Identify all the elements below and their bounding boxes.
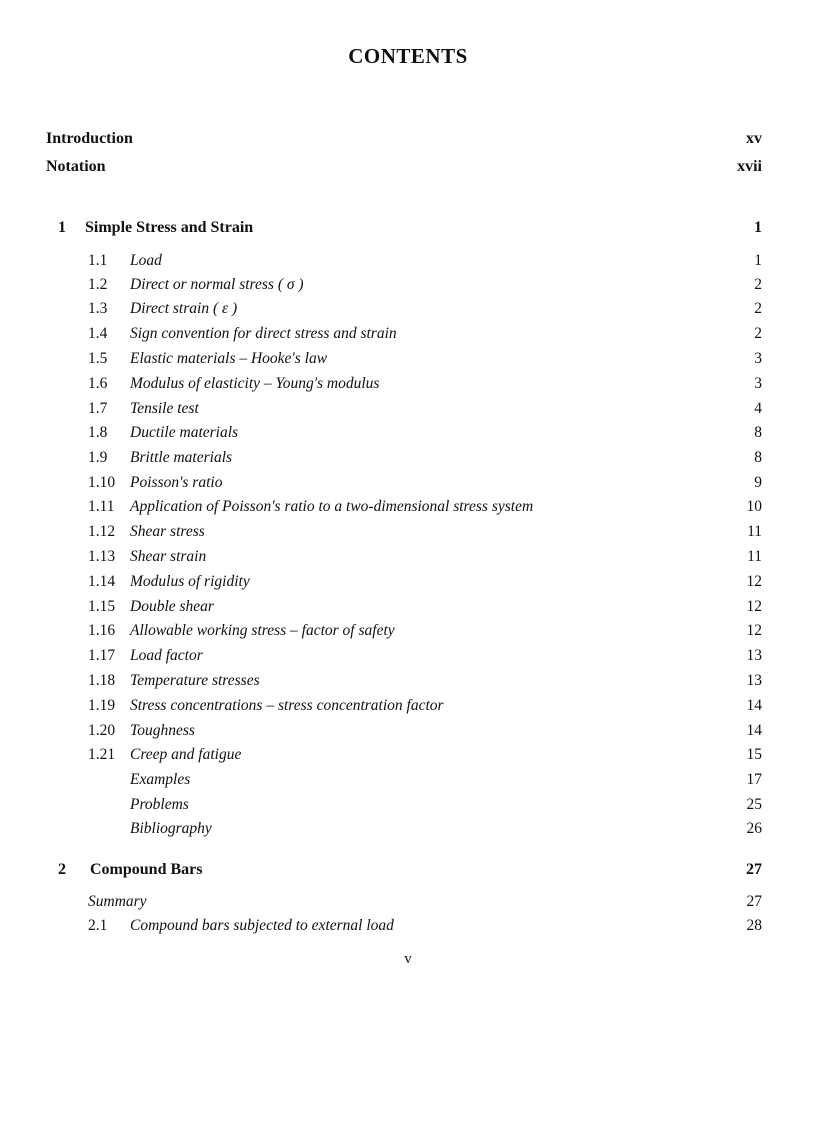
toc-entry-page: 11 — [747, 548, 762, 565]
toc-entry-page: 25 — [746, 796, 762, 813]
toc-entry-label: Sign convention for direct stress and strain — [130, 325, 397, 342]
toc-entry-number: 1.17 — [88, 647, 116, 664]
toc-chapter-title: Compound Bars — [90, 861, 203, 878]
toc-entry-label: Modulus of elasticity – Young's modulus — [130, 375, 380, 392]
toc-chapter-title: Simple Stress and Strain — [85, 219, 254, 236]
toc-entry-label: Tensile test — [130, 400, 199, 417]
toc-entry-label: Shear stress — [130, 523, 205, 540]
toc-entry-page: 28 — [746, 917, 762, 934]
toc-chapter-page: 27 — [746, 861, 762, 878]
toc-entry-page: 12 — [746, 598, 762, 615]
toc-entry-page: 2 — [754, 276, 762, 293]
toc-entry-page: 12 — [746, 622, 762, 639]
toc-front-label: Introduction — [46, 130, 133, 147]
toc-entry-page: 4 — [754, 400, 762, 417]
toc-entry-number: 1.19 — [88, 697, 116, 714]
toc-entry-label: Elastic materials – Hooke's law — [130, 350, 328, 367]
toc-entry-page: 14 — [746, 722, 762, 739]
toc-entry-label: Application of Poisson's ratio to a two-dimensional stress system — [130, 498, 534, 515]
toc-entry-page: 27 — [746, 893, 762, 910]
toc-entry-number: 1.1 — [88, 252, 108, 269]
toc-entry-label: Ductile materials — [130, 424, 239, 441]
toc-entry-label: Direct strain ( ε ) — [130, 300, 238, 317]
toc-entry-number: 1.4 — [88, 325, 108, 342]
toc-entry-page: 17 — [746, 771, 762, 788]
toc-entry-page: 9 — [754, 474, 762, 491]
toc-entry-label: Problems — [130, 796, 189, 813]
toc-entry-number: 1.3 — [88, 300, 108, 317]
toc-entry-number: 1.5 — [88, 350, 108, 367]
toc-entry-page: 14 — [746, 697, 762, 714]
page-number: v — [404, 951, 412, 967]
toc-entry-page: 10 — [746, 498, 762, 515]
toc-entry-page: 12 — [746, 573, 762, 590]
toc-entry-label: Brittle materials — [130, 449, 233, 466]
toc-chapter-number: 1 — [58, 219, 66, 236]
toc-front-label: Notation — [46, 158, 106, 175]
toc-entry-page: 1 — [754, 252, 762, 269]
toc-entry-label: Load — [130, 252, 162, 269]
toc-entry-number: 1.6 — [88, 375, 108, 392]
toc-chapter-number: 2 — [58, 861, 66, 878]
toc-entry-page: 13 — [746, 672, 762, 689]
toc-entry-number: 1.12 — [88, 523, 116, 540]
toc-entry-page: 11 — [747, 523, 762, 540]
toc-entry-label: Bibliography — [130, 820, 212, 837]
toc-entry-number: 1.10 — [88, 474, 116, 491]
toc-entry-label: Modulus of rigidity — [130, 573, 250, 590]
toc-entry-label: Direct or normal stress ( σ ) — [130, 276, 304, 293]
toc-entry-label: Shear strain — [130, 548, 207, 565]
toc-entry-label: Creep and fatigue — [130, 746, 242, 763]
toc-entry-label: Toughness — [130, 722, 195, 739]
toc-entry-label: Stress concentrations – stress concentration factor — [130, 697, 444, 714]
toc-entry-number: 1.18 — [88, 672, 116, 689]
toc-entry-number: 1.16 — [88, 622, 116, 639]
toc-entry-label: Summary — [88, 893, 147, 910]
toc-entry-label: Allowable working stress – factor of safety — [130, 622, 395, 639]
toc-entry-page: 3 — [754, 350, 762, 367]
toc-entry-label: Compound bars subjected to external load — [130, 917, 394, 934]
toc-entry-page: 26 — [746, 820, 762, 837]
page-title: CONTENTS — [348, 44, 468, 68]
toc-entry-number: 1.14 — [88, 573, 116, 590]
toc-entry-page: 8 — [754, 449, 762, 466]
toc-entry-number: 1.20 — [88, 722, 116, 739]
toc-entry-number: 1.7 — [88, 400, 108, 417]
toc-entry-page: 13 — [746, 647, 762, 664]
toc-entry-number: 1.15 — [88, 598, 116, 615]
toc-entry-label: Poisson's ratio — [130, 474, 223, 491]
toc-entry-page: 3 — [754, 375, 762, 392]
toc-entry-label: Temperature stresses — [130, 672, 260, 689]
toc-front-page: xvii — [737, 158, 762, 175]
toc-entry-number: 1.8 — [88, 424, 108, 441]
toc-entry-page: 2 — [754, 325, 762, 342]
toc-entry-number: 1.13 — [88, 548, 116, 565]
toc-entry-label: Examples — [130, 771, 191, 788]
toc-entry-number: 1.2 — [88, 276, 108, 293]
toc-entry-number: 1.21 — [88, 746, 116, 763]
toc-entry-number: 1.9 — [88, 449, 108, 466]
toc-entry-number: 2.1 — [88, 917, 108, 934]
toc-front-page: xv — [746, 130, 762, 147]
toc-entry-label: Load factor — [130, 647, 203, 664]
toc-entry-page: 2 — [754, 300, 762, 317]
toc-entry-label: Double shear — [130, 598, 214, 615]
toc-entry-page: 15 — [746, 746, 762, 763]
toc-chapter-page: 1 — [754, 219, 762, 236]
toc-entry-page: 8 — [754, 424, 762, 441]
toc-entry-number: 1.11 — [88, 498, 115, 515]
